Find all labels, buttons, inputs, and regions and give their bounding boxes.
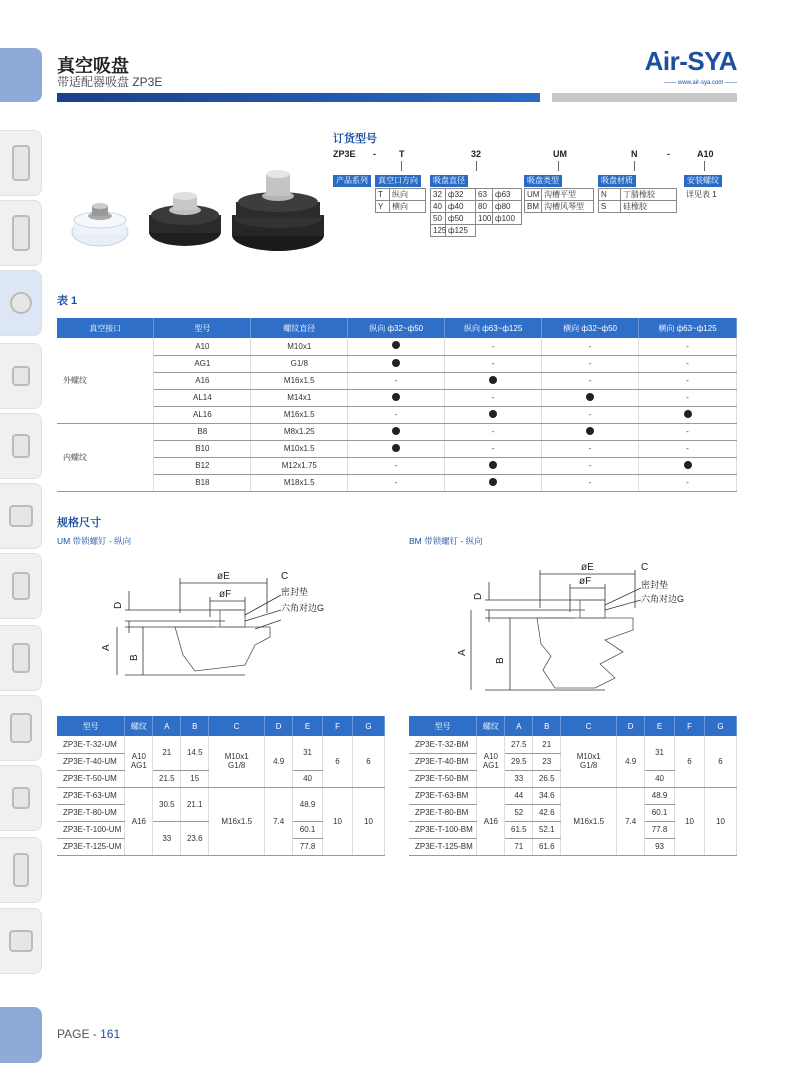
spec-cell: 33 (153, 821, 181, 855)
dim-B: B (495, 657, 506, 664)
dot-icon (392, 359, 400, 367)
spec-cell: 27.5 (505, 736, 533, 753)
page-title: 真空吸盘 (57, 56, 129, 76)
dim-D: D (473, 592, 484, 600)
table1-cell: - (445, 440, 542, 457)
spec-cell: 60.1 (293, 821, 323, 838)
dot-icon (586, 393, 594, 401)
table1-row (57, 389, 737, 406)
spec-header: B (533, 716, 561, 736)
sidebar-tab-silencer[interactable] (0, 837, 42, 903)
table1-row (57, 423, 737, 440)
sidebar-tab-ejector[interactable] (0, 695, 42, 761)
order-thread-note: 详见表 1 (686, 190, 717, 199)
um-drawing (95, 565, 335, 705)
available-mark (445, 406, 542, 423)
dim-F: øF (579, 576, 592, 587)
spec-cell: 23 (533, 753, 561, 770)
available-mark (639, 457, 737, 474)
table1-cell: - (445, 389, 542, 406)
sidebar-tab-generator[interactable] (0, 553, 42, 619)
order-head-direction: 真空口方向 (375, 175, 421, 187)
table1-cell: - (348, 474, 445, 491)
model-cell: ZP3E-T-50-BM (409, 770, 477, 787)
order-head-diameter: 吸盘直径 (430, 175, 468, 187)
brand-url: —— www.air-sya.com —— (664, 80, 737, 86)
order-grid-material (598, 188, 677, 213)
order-cell: ф63 (493, 189, 522, 201)
table1-cell: - (348, 457, 445, 474)
generator-icon (12, 572, 30, 600)
spec-cell: 93 (645, 838, 675, 855)
available-mark (542, 389, 639, 406)
spec-header: A (153, 716, 181, 736)
spec-header: D (265, 716, 293, 736)
table1-cell: - (639, 474, 737, 491)
table1-cell: - (639, 372, 737, 389)
table1-cell: - (348, 372, 445, 389)
order-cell: N (599, 189, 621, 201)
spec-cell: 52.1 (533, 821, 561, 838)
dim-E: øE (581, 562, 594, 573)
table1-cell: - (542, 457, 639, 474)
regulator-icon (12, 215, 30, 251)
available-mark (348, 338, 445, 355)
spec-cell: 40 (645, 770, 675, 787)
sidebar-tab-filter[interactable] (0, 130, 42, 196)
sidebar-tab-suction-cup[interactable] (0, 270, 42, 336)
spec-cell: 10 (323, 787, 353, 855)
available-mark (348, 389, 445, 406)
spec-cell: 40 (293, 770, 323, 787)
order-cell: 纵向 (390, 189, 426, 201)
label-seal: 密封垫 (641, 580, 669, 590)
sidebar-bottom-tab[interactable] (0, 1007, 42, 1063)
spec-cell: 6 (352, 736, 384, 787)
dot-icon (684, 461, 692, 469)
spec-cell: 29.5 (505, 753, 533, 770)
spec-cell: 10 (352, 787, 384, 855)
dim-B: B (129, 654, 140, 661)
header-bar-blue (57, 93, 540, 102)
order-code-dash: - (373, 149, 376, 159)
order-cell: 40 (431, 201, 446, 213)
order-head-series: 产品系列 (333, 175, 371, 187)
spec-header: F (675, 716, 705, 736)
spec-row (57, 736, 385, 753)
spec-cell: A10 AG1 (477, 736, 505, 787)
order-cell: S (599, 201, 621, 213)
dim-A: A (101, 644, 112, 651)
spec-cell: 42.6 (533, 804, 561, 821)
spec-cell: 6 (675, 736, 705, 787)
table1-cell: B10 (154, 440, 251, 457)
order-cell: 丁腈橡胶 (621, 189, 677, 201)
order-cell: ф40 (446, 201, 476, 213)
order-head-type: 吸盘类型 (524, 175, 562, 187)
order-cell: 80 (476, 201, 493, 213)
th-h-large: 横向 ф63~ф125 (639, 318, 737, 338)
spec-cell: 4.9 (265, 736, 293, 787)
order-cell: 沟槽平型 (542, 189, 594, 201)
sidebar-tab-pad[interactable] (0, 625, 42, 691)
spec-cell: 10 (704, 787, 736, 855)
dot-icon (392, 444, 400, 452)
available-mark (445, 474, 542, 491)
order-cell: 125 (433, 226, 447, 235)
order-code-diameter: 32 (471, 149, 482, 159)
table1-cell: M16x1.5 (251, 372, 348, 389)
spec-cell: 71 (505, 838, 533, 855)
spec-cell: 44 (505, 787, 533, 804)
table1-cell: M10x1.5 (251, 440, 348, 457)
spec-cell: M16x1.5 (561, 787, 617, 855)
dim-D: D (113, 601, 124, 609)
spec-cell: 61.6 (533, 838, 561, 855)
table1-cell: - (542, 355, 639, 372)
dot-icon (392, 341, 400, 349)
available-mark (542, 423, 639, 440)
dot-icon (392, 393, 400, 401)
spec-header: D (617, 716, 645, 736)
um-spec-table (57, 716, 385, 856)
spec-cell: 15 (181, 770, 209, 787)
table1-row (57, 372, 737, 389)
table1-cell: - (542, 474, 639, 491)
model-cell: ZP3E-T-100-BM (409, 821, 477, 838)
spec-header: 螺纹 (477, 716, 505, 736)
sidebar-tab-accessory[interactable] (0, 908, 42, 974)
table1-row (57, 474, 737, 491)
dot-icon (489, 461, 497, 469)
dot-icon (489, 410, 497, 418)
table1-cell: M12x1.75 (251, 457, 348, 474)
spec-cell: M10x1 G1/8 (561, 736, 617, 787)
spec-cell: 77.8 (645, 821, 675, 838)
table1-row (57, 338, 737, 355)
available-mark (348, 355, 445, 372)
order-cell: ф32 (446, 189, 476, 201)
valve-icon (12, 366, 30, 386)
order-connector-line (401, 161, 402, 171)
spec-cell: 33 (505, 770, 533, 787)
th-thread: 螺纹直径 (251, 318, 348, 338)
spec-cell: 4.9 (617, 736, 645, 787)
order-cell: 100 (478, 214, 492, 223)
bm-label: BM 带锁螺钉 - 纵向 (409, 536, 483, 546)
header-bar-gray (552, 93, 737, 102)
sidebar-tab-connector[interactable] (0, 765, 42, 831)
dim-C: C (281, 571, 289, 582)
sidebar-top-tab[interactable] (0, 48, 42, 102)
sidebar-tab-fitting[interactable] (0, 413, 42, 479)
port-type: 内螺纹 (57, 423, 154, 491)
table1-cell: G1/8 (251, 355, 348, 372)
spec-header: A (505, 716, 533, 736)
spec-cell: A10 AG1 (125, 736, 153, 787)
spec-header: 型号 (57, 716, 125, 736)
dot-icon (586, 427, 594, 435)
dot-icon (489, 376, 497, 384)
suction-cup-icon (10, 292, 32, 314)
table1-cell: - (639, 338, 737, 355)
spec-cell: 23.6 (181, 821, 209, 855)
table1-cell: M14x1 (251, 389, 348, 406)
table1-cell: AL16 (154, 406, 251, 423)
model-cell: ZP3E-T-40-BM (409, 753, 477, 770)
spec-cell: 31 (645, 736, 675, 770)
order-grid-direction (375, 188, 426, 213)
order-connector-line (476, 161, 477, 171)
dot-icon (684, 410, 692, 418)
model-cell: ZP3E-T-40-UM (57, 753, 125, 770)
order-code-series: ZP3E (333, 149, 356, 159)
table1-cell: B8 (154, 423, 251, 440)
th-port: 真空接口 (57, 318, 154, 338)
available-mark (348, 440, 445, 457)
table1-cell: - (639, 423, 737, 440)
table1-cell: B12 (154, 457, 251, 474)
order-cell: 横向 (390, 201, 426, 213)
page-num: 161 (100, 1027, 121, 1041)
order-code-dash2: - (667, 149, 670, 159)
spec-cell: M10x1 G1/8 (209, 736, 265, 787)
model-cell: ZP3E-T-80-UM (57, 804, 125, 821)
order-cell: T (376, 189, 390, 201)
model-cell: ZP3E-T-32-UM (57, 736, 125, 753)
available-mark (348, 423, 445, 440)
available-mark (445, 372, 542, 389)
spec-cell: 6 (323, 736, 353, 787)
table1-cell: M10x1 (251, 338, 348, 355)
order-connector-line (558, 161, 559, 171)
model-cell: ZP3E-T-100-UM (57, 821, 125, 838)
order-cell: Y (376, 201, 390, 213)
model-cell: ZP3E-T-50-UM (57, 770, 125, 787)
order-cell: 沟槽风琴型 (542, 201, 594, 213)
table1-cell: AL14 (154, 389, 251, 406)
spec-cell: 26.5 (533, 770, 561, 787)
spec-cell: 21.5 (153, 770, 181, 787)
spec-cell: 48.9 (293, 787, 323, 821)
table1 (57, 318, 737, 492)
table1-cell: - (542, 406, 639, 423)
page-subtitle: 带适配器吸盘 ZP3E (57, 75, 163, 89)
dim-F: øF (219, 589, 232, 600)
table1-cell: A10 (154, 338, 251, 355)
spec-cell: 31 (293, 736, 323, 770)
port-type: 外螺纹 (57, 338, 154, 423)
accessory-icon (9, 930, 33, 952)
spec-cell: 48.9 (645, 787, 675, 804)
spec-cell: 77.8 (293, 838, 323, 855)
th-model: 型号 (154, 318, 251, 338)
spec-cell: A16 (125, 787, 153, 855)
label-seal: 密封垫 (281, 587, 309, 597)
table1-cell: - (445, 338, 542, 355)
spec-cell: 30.5 (153, 787, 181, 821)
spec-cell: 21 (153, 736, 181, 770)
order-connector-line (634, 161, 635, 171)
spec-header: C (209, 716, 265, 736)
page-number (57, 1027, 120, 1041)
order-cell: ф50 (446, 213, 476, 225)
model-cell: ZP3E-T-80-BM (409, 804, 477, 821)
dot-icon (392, 427, 400, 435)
sidebar-tab-switch[interactable] (0, 483, 42, 549)
model-cell: ZP3E-T-63-UM (57, 787, 125, 804)
order-cell: 63 (476, 189, 493, 201)
table1-cell: - (639, 389, 737, 406)
label-hex: 六角对边G (641, 594, 685, 604)
spec-cell: 52 (505, 804, 533, 821)
available-mark (445, 457, 542, 474)
table1-cell: - (348, 406, 445, 423)
dot-icon (489, 478, 497, 486)
spec-header: E (645, 716, 675, 736)
model-cell: ZP3E-T-125-UM (57, 838, 125, 855)
table1-row (57, 355, 737, 372)
spec-row (409, 787, 737, 804)
ejector-icon (10, 713, 32, 743)
spec-cell: M16x1.5 (209, 787, 265, 855)
table1-cell: M8x1.25 (251, 423, 348, 440)
spec-cell: 7.4 (265, 787, 293, 855)
table1-cell: A16 (154, 372, 251, 389)
spec-header: 型号 (409, 716, 477, 736)
spec-header: C (561, 716, 617, 736)
order-code-thread: A10 (697, 149, 714, 159)
spec-cell: 21 (533, 736, 561, 753)
table1-cell: - (639, 440, 737, 457)
order-cell: ф80 (493, 201, 522, 213)
filter-icon (12, 145, 30, 181)
sidebar-tab-regulator[interactable] (0, 200, 42, 266)
dim-E: øE (217, 571, 230, 582)
pad-icon (12, 643, 30, 673)
spec-row (409, 736, 737, 753)
spec-header: E (293, 716, 323, 736)
table1-cell: - (542, 372, 639, 389)
table1-cell: B18 (154, 474, 251, 491)
sidebar-tab-valve[interactable] (0, 343, 42, 409)
order-connector-line (704, 161, 705, 171)
bm-drawing (455, 560, 695, 700)
table1-row (57, 457, 737, 474)
model-cell: ZP3E-T-63-BM (409, 787, 477, 804)
table1-row (57, 406, 737, 423)
order-cell: UM (525, 189, 542, 201)
dim-C: C (641, 562, 649, 573)
table1-cell: M16x1.5 (251, 406, 348, 423)
spec-cell: 6 (704, 736, 736, 787)
available-mark (639, 406, 737, 423)
spec-cell: 61.5 (505, 821, 533, 838)
order-cell: ф125 (446, 225, 476, 237)
um-label: UM 带锁螺钉 - 纵向 (57, 536, 132, 546)
order-cell: ф100 (493, 213, 522, 225)
switch-icon (9, 505, 33, 527)
spec-header: F (323, 716, 353, 736)
order-cell: 硅橡胶 (621, 201, 677, 213)
dim-A: A (457, 649, 468, 656)
th-h-small: 横向 ф32~ф50 (542, 318, 639, 338)
table1-label: 表 1 (57, 295, 78, 307)
model-cell: ZP3E-T-125-BM (409, 838, 477, 855)
th-v-large: 纵向 ф63~ф125 (445, 318, 542, 338)
spec-row (57, 787, 385, 804)
table1-cell: - (445, 423, 542, 440)
table1-cell: - (542, 338, 639, 355)
table1-cell: - (639, 355, 737, 372)
order-cell: 32 (431, 189, 446, 201)
spec-cell: 21.1 (181, 787, 209, 821)
table1-row (57, 440, 737, 457)
table1-cell: M18x1.5 (251, 474, 348, 491)
spec-cell: A16 (477, 787, 505, 855)
order-code-type: UM (553, 149, 567, 159)
brand-logo: Air-SYA (644, 46, 737, 76)
order-code-direction: T (399, 149, 405, 159)
spec-header: G (704, 716, 736, 736)
table1-cell: - (542, 440, 639, 457)
order-head-material: 吸盘材质 (598, 175, 636, 187)
silencer-icon (13, 853, 29, 887)
order-cell: BM (525, 201, 542, 213)
table1-cell: - (445, 355, 542, 372)
spec-header: G (352, 716, 384, 736)
th-v-small: 纵向 ф32~ф50 (348, 318, 445, 338)
fitting-icon (12, 434, 30, 458)
spec-cell: 7.4 (617, 787, 645, 855)
spec-header: 螺纹 (125, 716, 153, 736)
spec-cell: 10 (675, 787, 705, 855)
order-grid-diameter (430, 188, 522, 237)
label-hex: 六角对边G (281, 603, 325, 613)
product-photo (60, 160, 335, 260)
order-head-thread: 安装螺纹 (684, 175, 722, 187)
order-code-title: 订货型号 (333, 133, 377, 145)
model-cell: ZP3E-T-32-BM (409, 736, 477, 753)
order-cell: 50 (431, 213, 446, 225)
specs-label: 规格尺寸 (57, 517, 101, 529)
table1-cell: AG1 (154, 355, 251, 372)
spec-cell: 14.5 (181, 736, 209, 770)
order-code-material: N (631, 149, 638, 159)
bm-spec-table (409, 716, 737, 856)
order-grid-type (524, 188, 594, 213)
spec-cell: 34.6 (533, 787, 561, 804)
connector-icon (12, 787, 30, 809)
page-prefix: PAGE - (57, 1027, 101, 1041)
spec-cell: 60.1 (645, 804, 675, 821)
spec-header: B (181, 716, 209, 736)
